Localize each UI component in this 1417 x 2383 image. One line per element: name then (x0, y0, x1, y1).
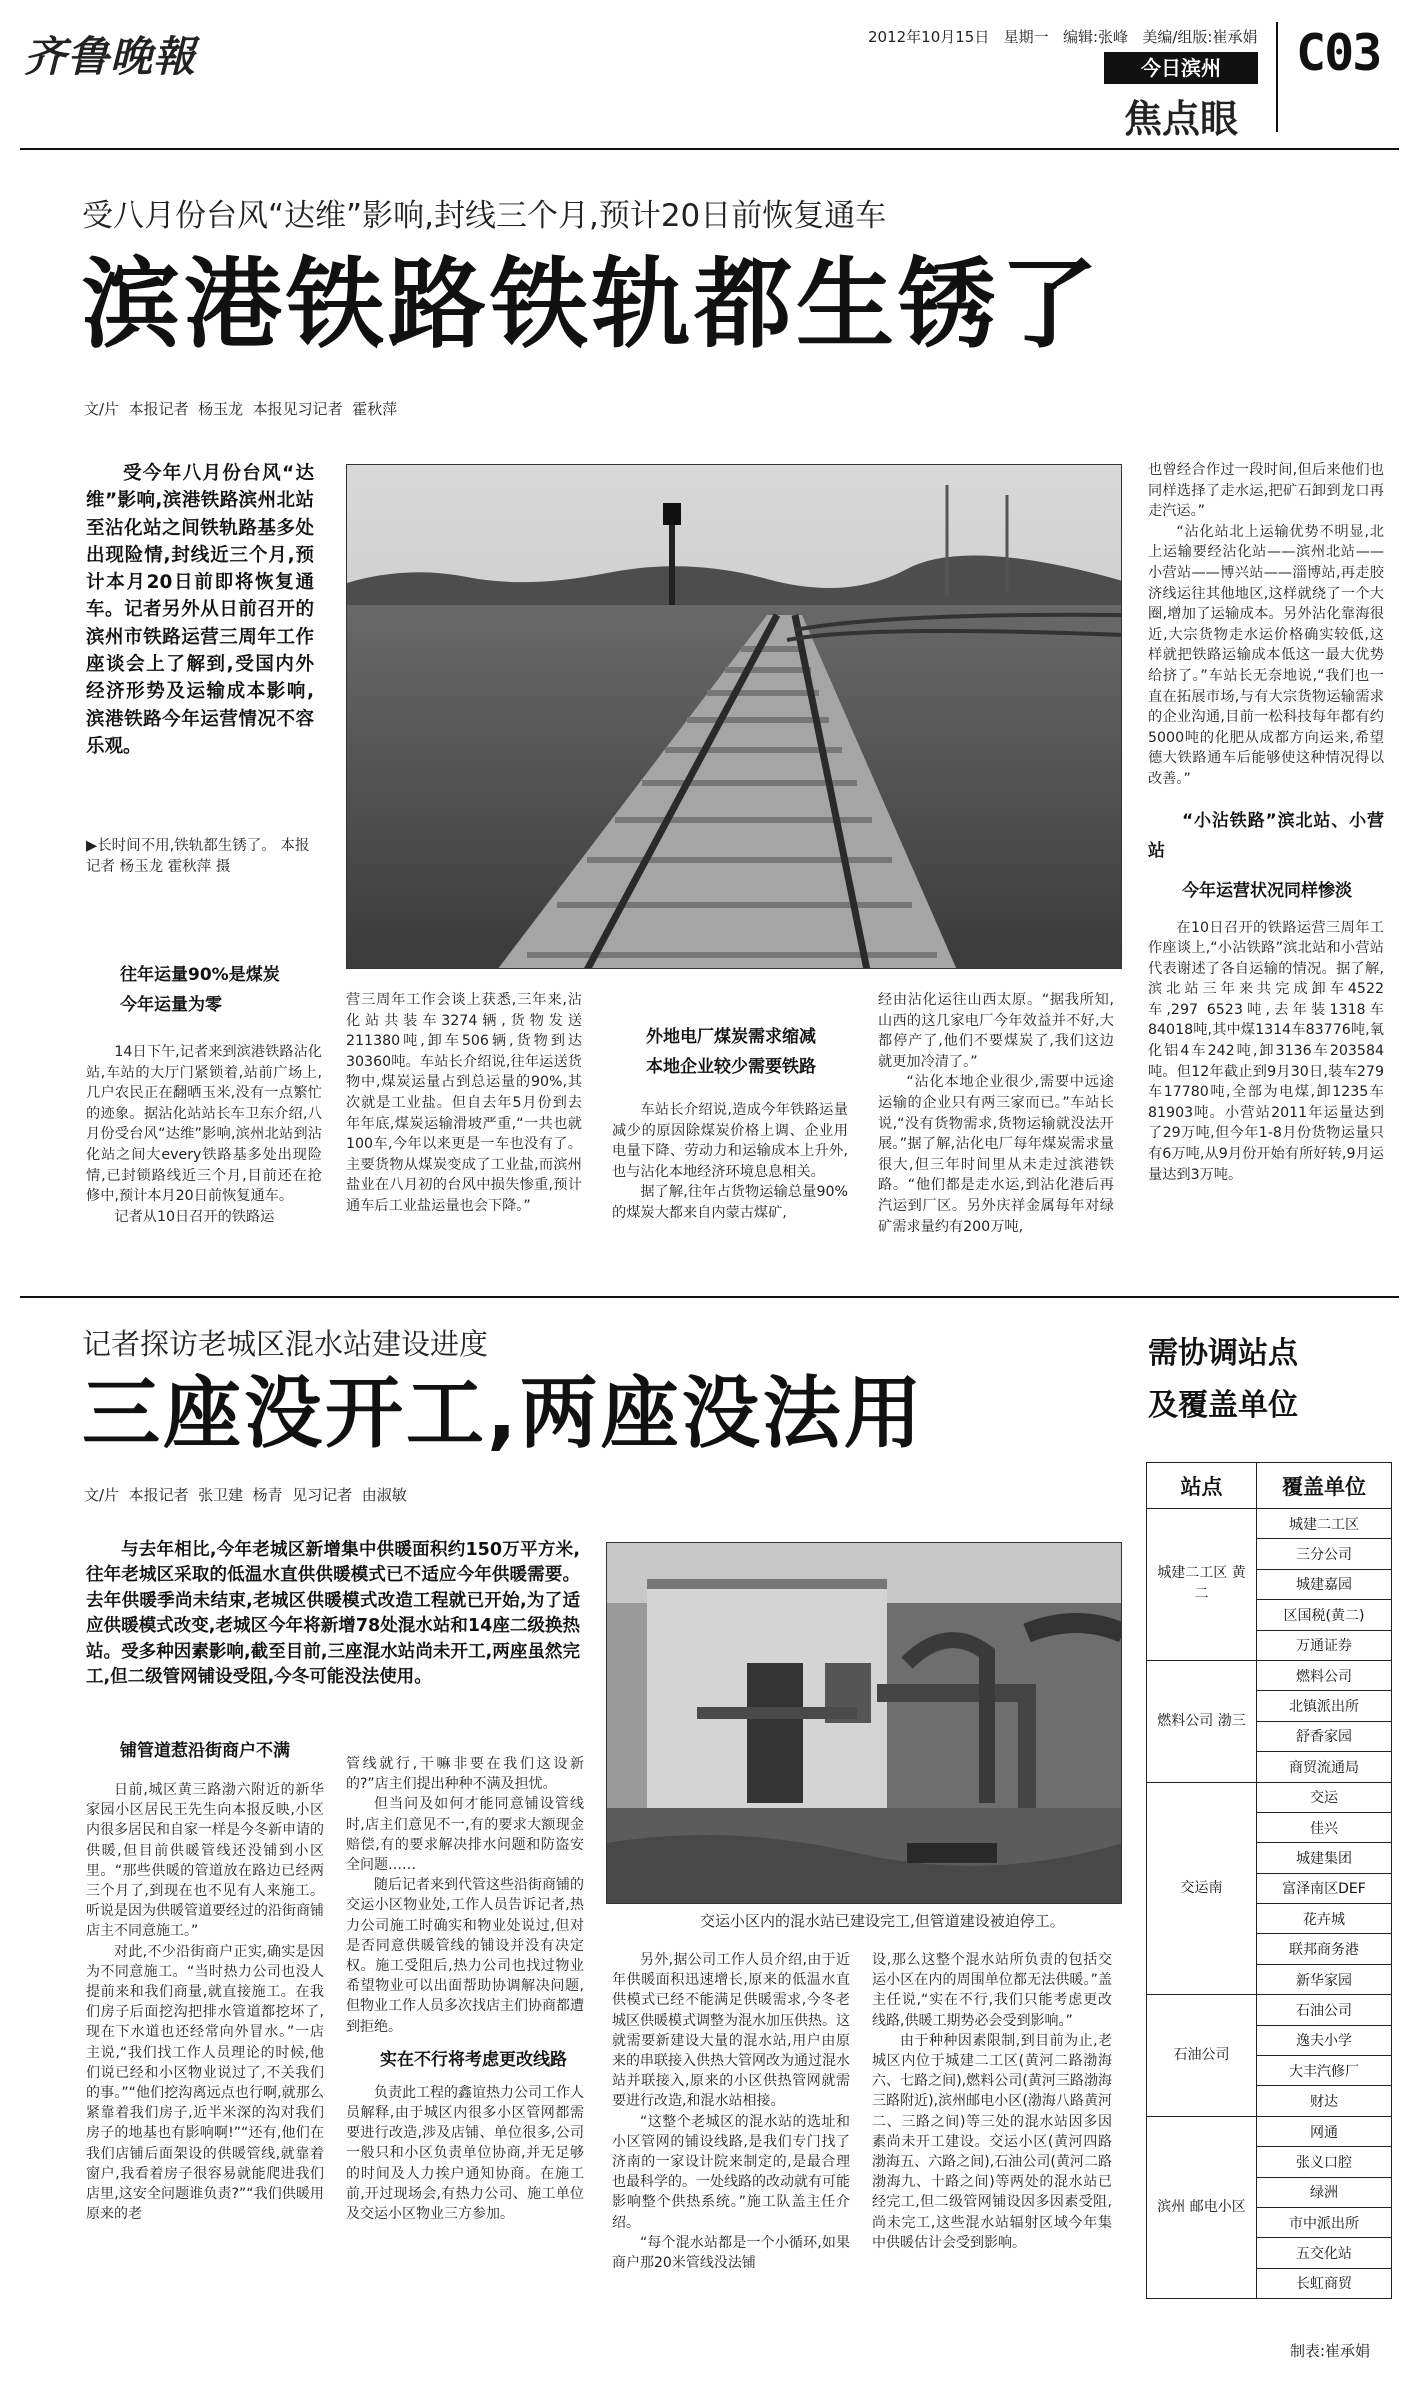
table-row (1147, 1782, 1392, 1812)
subhead-1b: 今年运量为零 (120, 995, 222, 1015)
s1-col1-text: 14日下午,记者来到滨港铁路沾化站,车站的大厅门紧锁着,站前广场上,几户农民正在翻晒玉米,没有一点繁忙的迹象。据沾化站站长车卫东介绍,八月份受台风“达维”影响,滨州北站到沾化站之间大every铁路基多处出现险情,已封锁路线近三个月,目前还在抢修中,预计本月20日前恢复通车。 (86, 1044, 322, 1205)
s1-col5-text-b: “沾化站北上运输优势不明显,北上运输要经沾化站——滨州北站——小营站——博兴站——淄博站,再走胶济线运往其他地区,这样就绕了一个大圈,增加了运输成本。另外沾化靠海很近,大宗货物走水运价格确实较低,这样就把铁路运输成本低这一最大优势给挤了。”车站长无奈地说,“我们也一直在拓展市场,与有大宗货物运输需求的企业沟通,目前一松科技每年都有约5000吨的化肥从成都方向运来,希望德大铁路通车后能够使这种情况得以改善。” (1148, 523, 1384, 787)
mixing-station-image (607, 1543, 1122, 1904)
table-header-row (1147, 1463, 1392, 1509)
story1-col1 (86, 960, 322, 1227)
table-row (1147, 1660, 1392, 1690)
railway-track-image (347, 465, 1122, 969)
unit-cell: 石油公司 (1257, 1995, 1392, 2025)
section-tab: 今日滨州 (1104, 52, 1258, 84)
unit-cell: 佳兴 (1257, 1812, 1392, 1842)
story2-headline: 三座没开工,两座没法用 (82, 1369, 925, 1459)
table-row (1147, 2116, 1392, 2146)
story2-col3 (612, 1950, 850, 2273)
station-cell: 石油公司 (1147, 1995, 1257, 2117)
s1-col3-text: 车站长介绍说,造成今年铁路运量减少的原因除煤炭价格上调、企业用电量下降、劳动力和运输成本上升外,也与沾化本地经济环境息息相关。 (612, 1102, 848, 1180)
unit-cell: 交运 (1257, 1782, 1392, 1812)
photo2-caption: 交运小区内的混水站已建设完工,但管道建设被迫停工。 (700, 1912, 1065, 1930)
mixing-station-photo (606, 1542, 1122, 1904)
table-header-station: 站点 (1147, 1463, 1257, 1509)
unit-cell: 城建集团 (1257, 1843, 1392, 1873)
subhead-3a: 外地电厂煤炭需求缩减 (646, 1027, 816, 1047)
page-number: C03 (1296, 24, 1381, 82)
unit-cell: 逸夫小学 (1257, 2025, 1392, 2055)
unit-cell: 市中派出所 (1257, 2207, 1392, 2237)
table-credit: 制表:崔承娟 (1290, 2342, 1371, 2360)
s2-col1-text: 日前,城区黄三路渤六附近的新华家园小区居民王先生向本报反映,小区内很多居民和自家一样是今冬新申请的供暖,但目前供暖管线还没铺到小区里。“那些供暖的管道放在路边已经两三个月了,到现在也不见有人来施工。听说是因为供暖管道要经过的沿街商铺店主不同意施工。” (86, 1782, 324, 1940)
s1-col3-text-b: 据了解,往年占货物运输总量90%的煤炭大都来自内蒙古煤矿, (612, 1184, 848, 1221)
designer-text: 美编/组版:崔承娟 (1142, 28, 1258, 46)
unit-cell: 张义口腔 (1257, 2147, 1392, 2177)
s2-col3-text: 另外,据公司工作人员介绍,由于近年供暖面积迅速增长,原来的低温水直供模式已经不能满足供暖需求,今冬老城区供暖模式调整为混水加压供热。这就需要新建设大量的混水站,用户由原来的串联接入供热大管网改为通过混水站并联接入,原来的小区供热管网就需要进行改造,和混水站相接。 (612, 1952, 850, 2110)
s2-col3-text-c: “每个混水站都是一个小循环,如果商户那20米管线没法铺 (612, 2234, 850, 2272)
station-cell: 交运南 (1147, 1782, 1257, 1995)
story1-col3 (612, 1022, 848, 1224)
table-header-units: 覆盖单位 (1257, 1463, 1392, 1509)
side-title-b: 及覆盖单位 (1148, 1388, 1298, 1423)
s2-col2-text-c: 随后记者来到代管这些沿街商铺的交运小区物业处,工作人员告诉记者,热力公司施工时确实和物业处说过,但对是否同意供暖管线的铺设并没有决定权。施工受阻后,热力公司也找过物业希望物业可以出面帮助协调解决问题,但物业工作人员多次找店主们协商都遭到拒绝。 (346, 1877, 584, 2035)
story2-col4 (872, 1950, 1112, 2253)
s2-col2-text: 管线就行,干嘛非要在我们这设新的?”店主们提出种种不满及担忧。 (346, 1756, 584, 1793)
masthead-rule (20, 148, 1399, 150)
story2-col2 (346, 1754, 584, 2224)
subhead-5a: “小沾铁路”滨北站、小营站 (1148, 810, 1384, 861)
s2-col2-text-d: 负责此工程的鑫谊热力公司工作人员解释,由于城区内很多小区管网都需要进行改造,涉及店铺、单位很多,公司一般只和小区负责单位协商,并无足够的时间及人力挨户通知协商。在施工前,开过现场会,有热力公司、施工单位及交运小区物业三方参加。 (346, 2084, 584, 2223)
s2-col3-text-b: “这整个老城区的混水站的选址和小区管网的铺设线路,是我们专门找了济南的一家设计院来制定的,是最合理也最科学的。一处线路的改动就有可能影响整个供热系统。”施工队盖主任介绍。 (612, 2113, 850, 2231)
weekday-text: 星期一 (1003, 28, 1049, 46)
unit-cell: 网通 (1257, 2116, 1392, 2146)
story1-kicker: 受八月份台风“达维”影响,封线三个月,预计20日前恢复通车 (82, 198, 887, 234)
unit-cell: 商贸流通局 (1257, 1752, 1392, 1782)
s1-col4-text: 经由沾化运往山西太原。“据我所知,山西的这几家电厂今年效益并不好,大都停产了,他们不要煤炭了,我们这边就更加冷清了。” (878, 992, 1114, 1070)
subhead-5b: 今年运营状况同样惨淡 (1182, 880, 1352, 901)
unit-cell: 财达 (1257, 2086, 1392, 2116)
column-name: 焦点眼 (1124, 97, 1239, 141)
story2-lead: 与去年相比,今年老城区新增集中供暖面积约150万平方米,往年老城区采取的低温水直供供暖模式已不适应今年供暖需要。去年供暖季尚未结束,老城区供暖模式改造工程就已开始,为了适应供暖模式改变,老城区今年将新增78处混水站和14座二级换热站。受多种因素影响,截至目前,三座混水站尚未开工,两座虽然完工,但二级管网铺设受阻,今冬可能没法使用。 (86, 1540, 580, 1688)
photo-caption: ▶长时间不用,铁轨都生锈了。 本报记者 杨玉龙 霍秋萍 摄 (86, 838, 310, 875)
s1-col4-text-b: “沾化本地企业很少,需要中远途运输的企业只有两三家而已。”车站长说,“没有货物需求,货物运输就没法开展。”据了解,沾化电厂每年煤炭需求量很大,但三年时间里从未走过滨港铁路。“他们都是走水运,到沾化港后再汽运到厂区。另外庆祥金属每年对绿矿需求量约有200万吨, (878, 1074, 1114, 1235)
s1-col5-text-c: 在10日召开的铁路运营三周年工作座谈上,“小沾铁路”滨北站和小营站代表谢述了各自运输的情况。据了解,滨北站三年来共完成卸车4522车,297 6523吨,去年装1318车84018吨,其中煤1314车83776吨,氧化铝4车242吨,卸3136车203584吨。但12年截止到9月30日,装车279车17780吨,全部为电煤,卸1235车81903吨。小营站2011年运量达到了29万吨,但今年1-8月份货物运量只有6万吨,从9月份开始有所好转,9月运量达到3万吨。 (1148, 919, 1384, 1183)
unit-cell: 新华家园 (1257, 1964, 1392, 1994)
editor-text: 编辑:张峰 (1063, 28, 1129, 46)
unit-cell: 富泽南区DEF (1257, 1873, 1392, 1903)
story1-col5 (1148, 460, 1384, 1185)
unit-cell: 绿洲 (1257, 2177, 1392, 2207)
story1-byline: 文/片 本报记者 杨玉龙 本报见习记者 霍秋萍 (84, 400, 398, 418)
s1-col5-text: 也曾经合作过一段时间,但后来他们也同样选择了走水运,把矿石卸到龙口再走汽运。” (1148, 462, 1384, 520)
unit-cell: 舒香家园 (1257, 1721, 1392, 1751)
subhead2-1: 铺管道惹沿街商户不满 (120, 1741, 290, 1761)
table-row (1147, 1509, 1392, 1539)
story1-headline: 滨港铁路铁轨都生锈了 (82, 248, 1103, 362)
coverage-table (1146, 1462, 1392, 2299)
unit-cell: 城建嘉园 (1257, 1569, 1392, 1599)
station-cell: 滨州 邮电小区 (1147, 2116, 1257, 2298)
railway-photo (346, 464, 1122, 969)
story1-lead: 受今年八月份台风“达维”影响,滨港铁路滨州北站至沾化站之间铁轨路基多处出现险情,封线近三个月,预计本月20日前即将恢复通车。记者另外从日前召开的滨州市铁路运营三周年工作座谈会上了解到,受国内外经济形势及运输成本影响,滨港铁路今年运营情况不容乐观。 (86, 463, 314, 757)
date-text: 2012年10月15日 (868, 28, 990, 46)
story2-byline: 文/片 本报记者 张卫建 杨青 见习记者 由淑敏 (84, 1486, 407, 1504)
unit-cell: 花卉城 (1257, 1904, 1392, 1934)
s2-col4-text: 设,那么这整个混水站所负责的包括交运小区在内的周围单位都无法供暖。”盖主任说,“实在不行,我们只能考虑更改线路,供暖工期势必会受到影响。” (872, 1952, 1112, 2029)
s1-col1-text-b: 记者从10日召开的铁路运 (114, 1208, 275, 1225)
header-divider (1276, 22, 1278, 132)
table-row (1147, 1995, 1392, 2025)
unit-cell: 万通证券 (1257, 1630, 1392, 1660)
unit-cell: 五交化站 (1257, 2238, 1392, 2268)
station-cell: 燃料公司 渤三 (1147, 1660, 1257, 1782)
unit-cell: 三分公司 (1257, 1539, 1392, 1569)
newspaper-logo: 齐鲁晚報 (24, 32, 197, 81)
side-title-a: 需协调站点 (1148, 1336, 1298, 1371)
unit-cell: 长虹商贸 (1257, 2268, 1392, 2298)
station-cell: 城建二工区 黄二 (1147, 1509, 1257, 1661)
unit-cell: 城建二工区 (1257, 1509, 1392, 1539)
story2-col1 (86, 1736, 324, 2224)
story1-col4 (878, 990, 1114, 1237)
s2-col1-text-b: 对此,不少沿街商户正实,确实是因为不同意施工。“当时热力公司也没人提前来和我们商量,就直接施工。在我们房子后面挖沟把排水管道都挖坏了,现在下水道也还经常向外冒水。”一店主说,“我们找工作人员理论的时候,他们说已经和小区物业说过了,不关我们的事。”“他们挖沟离远点也行啊,就那么紧靠着我们房子,近半米深的沟对我们房子的地基也有影响啊!”“还有,他们在我们店铺后面架设的供暖管线,就靠着窗户,我看着房子很容易就能爬进我们店里,这安全问题谁负责?”“我们供暖用原来的老 (86, 1943, 324, 2223)
story2-kicker: 记者探访老城区混水站建设进度 (82, 1327, 489, 1361)
s2-col2-text-b: 但当问及如何才能同意铺设管线时,店主们意见不一,有的要求大额现金赔偿,有的要求解决排水问题和防盗安全问题…… (346, 1796, 584, 1874)
unit-cell: 区国税(黄二) (1257, 1600, 1392, 1630)
story-divider (20, 1296, 1399, 1298)
subhead-1a: 往年运量90%是煤炭 (120, 965, 280, 985)
unit-cell: 大丰汽修厂 (1257, 2056, 1392, 2086)
unit-cell: 北镇派出所 (1257, 1691, 1392, 1721)
unit-cell: 联邦商务港 (1257, 1934, 1392, 1964)
issue-date (868, 26, 1257, 47)
s2-col4-text-b: 由于种种因素限制,到目前为止,老城区内位于城建二工区(黄河二路渤海六、七路之间),燃料公司(黄河三路渤海三路附近),滨州邮电小区(渤海八路黄河二、三路之间)等三处的混水站因多因素尚未开工建设。交运小区(黄河四路渤海五、六路之间),石油公司(黄河二路渤海九、十路之间)等两处的混水站已经完工,但二级管网铺设因多因素受阻,尚未完工,这些混水站辐射区域今年集中供暖估计会受到影响。 (872, 2032, 1112, 2251)
s1-col2-text: 营三周年工作会谈上获悉,三年来,沾化站共装车3274辆,货物发送211380吨,卸车506辆,货物到达30360吨。车站长介绍说,往年运送货物中,煤炭运量占到总运量的90%,其次就是工业盐。但自去年5月份到去年年底,煤炭运输滑坡严重,“一共也就100车,今年以来更是一车也没有了。主要货物从煤炭变成了工业盐,而滨州盐业在八月初的台风中损失惨重,预计通车后工业盐运量也会下降。” (346, 992, 582, 1214)
unit-cell: 燃料公司 (1257, 1660, 1392, 1690)
subhead-3b: 本地企业较少需要铁路 (646, 1057, 816, 1077)
subhead2-2: 实在不行将考虑更改线路 (380, 2049, 567, 2070)
story1-col2 (346, 990, 582, 1217)
